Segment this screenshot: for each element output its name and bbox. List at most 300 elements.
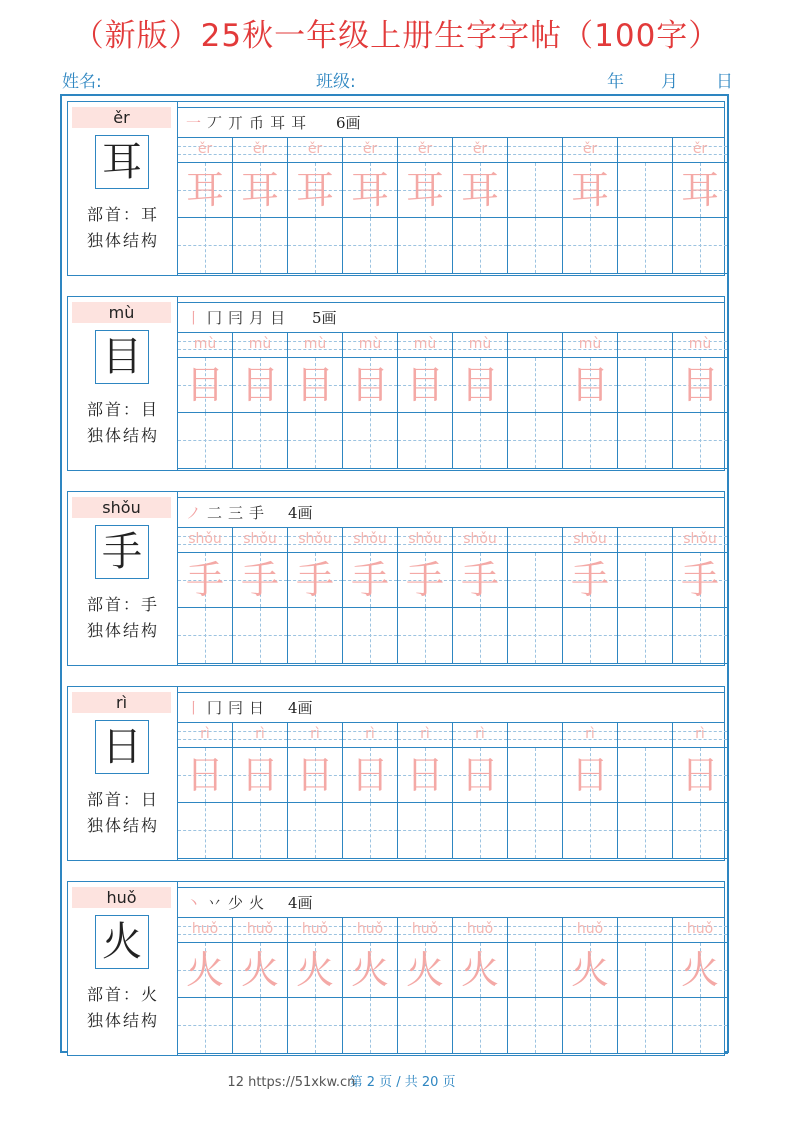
stroke-sequence bbox=[186, 693, 270, 723]
character-card bbox=[67, 101, 725, 276]
tian-grid-cell[interactable] bbox=[398, 998, 453, 1054]
pinyin-practice-cell[interactable] bbox=[563, 333, 618, 357]
pinyin-practice-cell[interactable] bbox=[453, 528, 508, 552]
pinyin-practice-cell[interactable] bbox=[233, 723, 288, 747]
pinyin-practice-cell[interactable] bbox=[178, 723, 233, 747]
tian-grid-cell[interactable] bbox=[673, 998, 728, 1054]
tian-grid-cell[interactable] bbox=[618, 357, 673, 413]
radical-label: 部首：手 bbox=[86, 595, 159, 614]
pinyin-practice-cell[interactable] bbox=[453, 333, 508, 357]
pinyin-practice-cell[interactable] bbox=[343, 528, 398, 552]
stroke-step: 冃 bbox=[228, 699, 250, 717]
tian-grid-cell[interactable] bbox=[673, 552, 728, 608]
pinyin-practice-cell[interactable] bbox=[453, 723, 508, 747]
traced-character: 日 bbox=[680, 753, 719, 797]
traced-pinyin: ěr bbox=[307, 141, 323, 157]
tian-grid-cell[interactable] bbox=[618, 162, 673, 218]
traced-character: 目 bbox=[405, 363, 444, 407]
pinyin-practice-cell[interactable] bbox=[508, 333, 563, 357]
stroke-step: 耳 bbox=[270, 114, 292, 132]
tian-grid-cell[interactable] bbox=[618, 998, 673, 1054]
pinyin-practice-cell[interactable] bbox=[178, 528, 233, 552]
pinyin-practice-cell[interactable] bbox=[233, 333, 288, 357]
tian-grid-cell[interactable] bbox=[508, 357, 563, 413]
traced-pinyin: huǒ bbox=[576, 921, 604, 937]
tian-grid-cell[interactable] bbox=[453, 747, 508, 803]
tian-grid-cell[interactable] bbox=[453, 608, 508, 664]
pinyin-label: shǒu bbox=[72, 497, 171, 518]
tian-grid-cell[interactable] bbox=[178, 608, 233, 664]
pinyin-practice-cell[interactable] bbox=[508, 918, 563, 942]
tian-grid-cell[interactable] bbox=[398, 942, 453, 998]
traced-character: 耳 bbox=[240, 168, 279, 212]
tian-grid-cell[interactable] bbox=[508, 747, 563, 803]
traced-character: 手 bbox=[680, 558, 719, 602]
character-info-panel bbox=[68, 882, 178, 1055]
pinyin-practice-cell[interactable] bbox=[178, 333, 233, 357]
tian-grid-cell[interactable] bbox=[673, 218, 728, 274]
traced-character: 日 bbox=[240, 753, 279, 797]
traced-character: 手 bbox=[295, 558, 334, 602]
traced-character: 日 bbox=[295, 753, 334, 797]
traced-pinyin: huǒ bbox=[301, 921, 329, 937]
tian-grid-cell[interactable] bbox=[508, 218, 563, 274]
traced-pinyin: mù bbox=[193, 336, 217, 352]
tian-grid-cell[interactable] bbox=[178, 357, 233, 413]
tian-grid-cell[interactable] bbox=[343, 218, 398, 274]
tian-grid-cell[interactable] bbox=[288, 162, 343, 218]
stroke-count: 5画 bbox=[312, 309, 337, 327]
traced-character: 手 bbox=[460, 558, 499, 602]
pinyin-practice-cell[interactable] bbox=[398, 528, 453, 552]
traced-character: 日 bbox=[350, 753, 389, 797]
pinyin-practice-cell[interactable] bbox=[508, 138, 563, 162]
tian-grid-cell[interactable] bbox=[233, 552, 288, 608]
traced-pinyin: rì bbox=[310, 726, 320, 742]
tian-grid-cell[interactable] bbox=[343, 552, 398, 608]
tian-grid-cell[interactable] bbox=[343, 357, 398, 413]
tian-grid-cell[interactable] bbox=[343, 998, 398, 1054]
traced-pinyin: huǒ bbox=[411, 921, 439, 937]
traced-character: 日 bbox=[405, 753, 444, 797]
character-info-panel bbox=[68, 687, 178, 860]
pinyin-practice-cell[interactable] bbox=[563, 528, 618, 552]
stroke-step: 火 bbox=[249, 894, 271, 912]
tian-grid-cell[interactable] bbox=[178, 162, 233, 218]
traced-pinyin: mù bbox=[688, 336, 712, 352]
traced-pinyin: ěr bbox=[197, 141, 213, 157]
tian-grid-cell[interactable] bbox=[233, 998, 288, 1054]
stroke-step: 冂 bbox=[207, 699, 229, 717]
traced-pinyin: rì bbox=[695, 726, 705, 742]
stroke-sequence bbox=[186, 888, 270, 918]
pinyin-practice-cell[interactable] bbox=[398, 138, 453, 162]
traced-pinyin: ěr bbox=[252, 141, 268, 157]
tian-grid-cell[interactable] bbox=[288, 357, 343, 413]
pinyin-practice-cell[interactable] bbox=[618, 333, 673, 357]
tian-grid-cell[interactable] bbox=[233, 413, 288, 469]
character-card bbox=[67, 881, 725, 1056]
tian-grid-cell[interactable] bbox=[288, 218, 343, 274]
character-info-panel bbox=[68, 297, 178, 470]
tian-grid-cell[interactable] bbox=[618, 218, 673, 274]
pinyin-practice-cell[interactable] bbox=[398, 918, 453, 942]
stroke-count: 4画 bbox=[288, 894, 313, 912]
pinyin-practice-cell[interactable] bbox=[618, 918, 673, 942]
pinyin-practice-cell[interactable] bbox=[398, 333, 453, 357]
tian-grid-cell[interactable] bbox=[453, 162, 508, 218]
tian-grid-cell[interactable] bbox=[288, 803, 343, 859]
pinyin-practice-cell[interactable] bbox=[673, 723, 728, 747]
stroke-order-row bbox=[178, 302, 724, 333]
traced-character: 目 bbox=[240, 363, 279, 407]
day-label: 日 bbox=[716, 72, 733, 92]
stroke-step: ノ bbox=[186, 504, 208, 522]
tian-grid-cell[interactable] bbox=[398, 552, 453, 608]
model-character: 目 bbox=[95, 330, 149, 384]
traced-character: 手 bbox=[570, 558, 609, 602]
character-card bbox=[67, 296, 725, 471]
model-character: 手 bbox=[95, 525, 149, 579]
radical-label: 部首：火 bbox=[86, 985, 159, 1004]
tian-grid-cell[interactable] bbox=[563, 552, 618, 608]
traced-character: 火 bbox=[350, 948, 389, 992]
stroke-step: 丶 bbox=[186, 894, 208, 912]
pinyin-practice-cell[interactable] bbox=[673, 528, 728, 552]
traced-pinyin: shǒu bbox=[353, 531, 387, 547]
traced-pinyin: shǒu bbox=[463, 531, 497, 547]
tian-grid-cell[interactable] bbox=[343, 608, 398, 664]
tian-grid-cell[interactable] bbox=[618, 608, 673, 664]
pinyin-label: huǒ bbox=[72, 887, 171, 908]
pinyin-practice-cell[interactable] bbox=[508, 528, 563, 552]
pinyin-practice-cell[interactable] bbox=[398, 723, 453, 747]
page-title: （新版）25秋一年级上册生字字帖（100字） bbox=[72, 18, 721, 54]
traced-pinyin: rì bbox=[420, 726, 430, 742]
tian-grid-cell[interactable] bbox=[673, 747, 728, 803]
tian-grid-cell[interactable] bbox=[508, 998, 563, 1054]
tian-grid-cell[interactable] bbox=[398, 608, 453, 664]
traced-pinyin: huǒ bbox=[246, 921, 274, 937]
radical-label: 部首：目 bbox=[86, 400, 159, 419]
tian-grid-cell[interactable] bbox=[673, 413, 728, 469]
traced-pinyin: rì bbox=[585, 726, 595, 742]
stroke-step: 月 bbox=[249, 309, 271, 327]
traced-character: 耳 bbox=[295, 168, 334, 212]
traced-character: 火 bbox=[185, 948, 224, 992]
pinyin-practice-cell[interactable] bbox=[233, 528, 288, 552]
stroke-count: 4画 bbox=[288, 504, 313, 522]
traced-pinyin: rì bbox=[255, 726, 265, 742]
tian-grid-cell[interactable] bbox=[178, 803, 233, 859]
stroke-order-row bbox=[178, 887, 724, 918]
traced-pinyin: rì bbox=[200, 726, 210, 742]
character-card bbox=[67, 686, 725, 861]
structure-label: 独体结构 bbox=[86, 1011, 159, 1030]
tian-grid-cell[interactable] bbox=[618, 942, 673, 998]
pinyin-practice-cell[interactable] bbox=[343, 333, 398, 357]
structure-label: 独体结构 bbox=[86, 231, 159, 250]
traced-pinyin: shǒu bbox=[408, 531, 442, 547]
tian-grid-cell[interactable] bbox=[398, 413, 453, 469]
tian-grid-cell[interactable] bbox=[288, 942, 343, 998]
tian-grid-cell[interactable] bbox=[288, 998, 343, 1054]
pinyin-practice-cell[interactable] bbox=[673, 918, 728, 942]
tian-grid-cell[interactable] bbox=[398, 357, 453, 413]
pinyin-practice-cell[interactable] bbox=[563, 723, 618, 747]
tian-grid-cell[interactable] bbox=[673, 942, 728, 998]
stroke-step: 二 bbox=[207, 504, 229, 522]
pinyin-practice-cell[interactable] bbox=[618, 528, 673, 552]
pinyin-practice-cell[interactable] bbox=[673, 138, 728, 162]
traced-character: 火 bbox=[680, 948, 719, 992]
pinyin-practice-cell[interactable] bbox=[453, 138, 508, 162]
month-label: 月 bbox=[661, 72, 678, 92]
stroke-step: 丆 bbox=[207, 114, 229, 132]
tian-grid-cell[interactable] bbox=[453, 413, 508, 469]
traced-character: 手 bbox=[405, 558, 444, 602]
traced-character: 耳 bbox=[405, 168, 444, 212]
tian-grid-cell[interactable] bbox=[178, 942, 233, 998]
traced-pinyin: ěr bbox=[362, 141, 378, 157]
model-character: 耳 bbox=[95, 135, 149, 189]
tian-grid-cell[interactable] bbox=[288, 747, 343, 803]
tian-grid-cell[interactable] bbox=[508, 608, 563, 664]
tian-grid-cell[interactable] bbox=[178, 747, 233, 803]
tian-grid-cell[interactable] bbox=[453, 803, 508, 859]
traced-pinyin: huǒ bbox=[191, 921, 219, 937]
traced-pinyin: shǒu bbox=[188, 531, 222, 547]
character-info-panel bbox=[68, 492, 178, 665]
traced-pinyin: huǒ bbox=[686, 921, 714, 937]
stroke-step: 目 bbox=[270, 309, 292, 327]
tian-grid-cell[interactable] bbox=[233, 942, 288, 998]
pinyin-practice-cell[interactable] bbox=[343, 138, 398, 162]
model-character: 日 bbox=[95, 720, 149, 774]
tian-grid-cell[interactable] bbox=[178, 218, 233, 274]
stroke-step: 手 bbox=[249, 504, 271, 522]
stroke-step: 丷 bbox=[207, 894, 229, 912]
tian-grid-cell[interactable] bbox=[288, 608, 343, 664]
traced-character: 火 bbox=[295, 948, 334, 992]
pinyin-practice-cell[interactable] bbox=[288, 528, 343, 552]
traced-character: 目 bbox=[185, 363, 224, 407]
pinyin-practice-cell[interactable] bbox=[343, 918, 398, 942]
tian-grid-cell[interactable] bbox=[453, 942, 508, 998]
tian-grid-cell[interactable] bbox=[398, 218, 453, 274]
tian-grid-cell[interactable] bbox=[618, 552, 673, 608]
traced-character: 日 bbox=[185, 753, 224, 797]
tian-grid-cell[interactable] bbox=[563, 942, 618, 998]
traced-pinyin: ěr bbox=[692, 141, 708, 157]
stroke-step: 冂 bbox=[207, 309, 229, 327]
tian-grid-cell[interactable] bbox=[343, 747, 398, 803]
pinyin-practice-cell[interactable] bbox=[178, 138, 233, 162]
pinyin-practice-cell[interactable] bbox=[563, 138, 618, 162]
tian-grid-cell[interactable] bbox=[673, 162, 728, 218]
tian-grid-cell[interactable] bbox=[563, 747, 618, 803]
traced-character: 耳 bbox=[680, 168, 719, 212]
tian-grid-cell[interactable] bbox=[508, 942, 563, 998]
tian-grid-cell[interactable] bbox=[233, 747, 288, 803]
tian-grid-cell[interactable] bbox=[563, 803, 618, 859]
traced-character: 日 bbox=[460, 753, 499, 797]
traced-character: 目 bbox=[460, 363, 499, 407]
tian-grid-cell[interactable] bbox=[563, 998, 618, 1054]
traced-character: 耳 bbox=[350, 168, 389, 212]
pinyin-practice-cell[interactable] bbox=[508, 723, 563, 747]
tian-grid-cell[interactable] bbox=[563, 413, 618, 469]
stroke-step: 少 bbox=[228, 894, 250, 912]
tian-grid-cell[interactable] bbox=[343, 942, 398, 998]
structure-label: 独体结构 bbox=[86, 621, 159, 640]
traced-character: 目 bbox=[350, 363, 389, 407]
traced-pinyin: mù bbox=[248, 336, 272, 352]
traced-pinyin: mù bbox=[413, 336, 437, 352]
tian-grid-cell[interactable] bbox=[398, 162, 453, 218]
pinyin-practice-cell[interactable] bbox=[233, 138, 288, 162]
page-footer bbox=[0, 1071, 793, 1090]
stroke-count: 6画 bbox=[336, 114, 361, 132]
pinyin-practice-cell[interactable] bbox=[233, 918, 288, 942]
tian-grid-cell[interactable] bbox=[343, 803, 398, 859]
stroke-sequence bbox=[186, 498, 270, 528]
pinyin-label: ěr bbox=[72, 107, 171, 128]
tian-grid-cell[interactable] bbox=[343, 162, 398, 218]
radical-label: 部首：日 bbox=[86, 790, 159, 809]
character-info-panel bbox=[68, 102, 178, 275]
tian-grid-cell[interactable] bbox=[618, 747, 673, 803]
traced-character: 目 bbox=[570, 363, 609, 407]
tian-grid-cell[interactable] bbox=[343, 413, 398, 469]
stroke-step: 币 bbox=[249, 114, 271, 132]
traced-character: 火 bbox=[460, 948, 499, 992]
tian-grid-cell[interactable] bbox=[673, 608, 728, 664]
traced-character: 手 bbox=[350, 558, 389, 602]
stroke-step: 一 bbox=[186, 114, 208, 132]
tian-grid-cell[interactable] bbox=[453, 218, 508, 274]
tian-grid-cell[interactable] bbox=[398, 747, 453, 803]
tian-grid-cell[interactable] bbox=[288, 552, 343, 608]
tian-grid-cell[interactable] bbox=[563, 162, 618, 218]
year-label: 年 bbox=[607, 72, 624, 92]
tian-grid-cell[interactable] bbox=[398, 803, 453, 859]
pinyin-label: rì bbox=[72, 692, 171, 713]
pinyin-practice-cell[interactable] bbox=[288, 333, 343, 357]
structure-label: 独体结构 bbox=[86, 816, 159, 835]
traced-pinyin: mù bbox=[578, 336, 602, 352]
radical-label: 部首：耳 bbox=[86, 205, 159, 224]
tian-grid-cell[interactable] bbox=[508, 803, 563, 859]
traced-pinyin: ěr bbox=[582, 141, 598, 157]
stroke-count: 4画 bbox=[288, 699, 313, 717]
tian-grid-cell[interactable] bbox=[178, 998, 233, 1054]
tian-grid-cell[interactable] bbox=[453, 552, 508, 608]
tian-grid-cell[interactable] bbox=[618, 803, 673, 859]
pinyin-practice-cell[interactable] bbox=[288, 723, 343, 747]
stroke-step: 丨 bbox=[186, 699, 208, 717]
traced-character: 目 bbox=[295, 363, 334, 407]
tian-grid-cell[interactable] bbox=[563, 608, 618, 664]
tian-grid-cell[interactable] bbox=[673, 803, 728, 859]
traced-pinyin: ěr bbox=[472, 141, 488, 157]
traced-character: 火 bbox=[570, 948, 609, 992]
traced-pinyin: huǒ bbox=[356, 921, 384, 937]
tian-grid-cell[interactable] bbox=[233, 218, 288, 274]
tian-grid-cell[interactable] bbox=[508, 413, 563, 469]
stroke-order-row bbox=[178, 107, 724, 138]
stroke-step: 冃 bbox=[228, 309, 250, 327]
tian-grid-cell[interactable] bbox=[233, 803, 288, 859]
stroke-sequence bbox=[186, 303, 291, 333]
traced-character: 耳 bbox=[460, 168, 499, 212]
tian-grid-cell[interactable] bbox=[233, 162, 288, 218]
traced-pinyin: shǒu bbox=[298, 531, 332, 547]
tian-grid-cell[interactable] bbox=[563, 357, 618, 413]
tian-grid-cell[interactable] bbox=[178, 413, 233, 469]
traced-character: 火 bbox=[405, 948, 444, 992]
traced-pinyin: mù bbox=[303, 336, 327, 352]
tian-grid-cell[interactable] bbox=[618, 413, 673, 469]
traced-character: 日 bbox=[570, 753, 609, 797]
pinyin-practice-cell[interactable] bbox=[288, 918, 343, 942]
tian-grid-cell[interactable] bbox=[508, 552, 563, 608]
traced-pinyin: ěr bbox=[417, 141, 433, 157]
stroke-sequence bbox=[186, 108, 312, 138]
traced-pinyin: rì bbox=[365, 726, 375, 742]
traced-character: 火 bbox=[240, 948, 279, 992]
traced-character: 手 bbox=[185, 558, 224, 602]
tian-grid-cell[interactable] bbox=[563, 218, 618, 274]
pinyin-practice-cell[interactable] bbox=[673, 333, 728, 357]
stroke-step: 丌 bbox=[228, 114, 250, 132]
traced-pinyin: rì bbox=[475, 726, 485, 742]
tian-grid-cell[interactable] bbox=[673, 357, 728, 413]
tian-grid-cell[interactable] bbox=[453, 998, 508, 1054]
pinyin-practice-cell[interactable] bbox=[618, 138, 673, 162]
structure-label: 独体结构 bbox=[86, 426, 159, 445]
pinyin-practice-cell[interactable] bbox=[563, 918, 618, 942]
traced-character: 耳 bbox=[570, 168, 609, 212]
stroke-order-row bbox=[178, 497, 724, 528]
tian-grid-cell[interactable] bbox=[178, 552, 233, 608]
model-character: 火 bbox=[95, 915, 149, 969]
stroke-step: 日 bbox=[249, 699, 271, 717]
tian-grid-cell[interactable] bbox=[233, 608, 288, 664]
traced-pinyin: mù bbox=[358, 336, 382, 352]
pinyin-practice-cell[interactable] bbox=[178, 918, 233, 942]
traced-pinyin: shǒu bbox=[243, 531, 277, 547]
pinyin-practice-cell[interactable] bbox=[343, 723, 398, 747]
tian-grid-cell[interactable] bbox=[288, 413, 343, 469]
stroke-step: 三 bbox=[228, 504, 250, 522]
traced-pinyin: mù bbox=[468, 336, 492, 352]
traced-character: 耳 bbox=[185, 168, 224, 212]
character-card bbox=[67, 491, 725, 666]
name-label: 姓名: bbox=[62, 72, 102, 92]
footer-url: 12 https://51xkw.cn bbox=[227, 1075, 356, 1090]
tian-grid-cell[interactable] bbox=[233, 357, 288, 413]
tian-grid-cell[interactable] bbox=[508, 162, 563, 218]
traced-pinyin: shǒu bbox=[573, 531, 607, 547]
stroke-order-row bbox=[178, 692, 724, 723]
stroke-step: 丨 bbox=[186, 309, 208, 327]
pinyin-practice-cell[interactable] bbox=[618, 723, 673, 747]
pinyin-practice-cell[interactable] bbox=[288, 138, 343, 162]
tian-grid-cell[interactable] bbox=[453, 357, 508, 413]
footer-page: 第 2 页 / 共 20 页 bbox=[349, 1075, 456, 1090]
pinyin-practice-cell[interactable] bbox=[453, 918, 508, 942]
